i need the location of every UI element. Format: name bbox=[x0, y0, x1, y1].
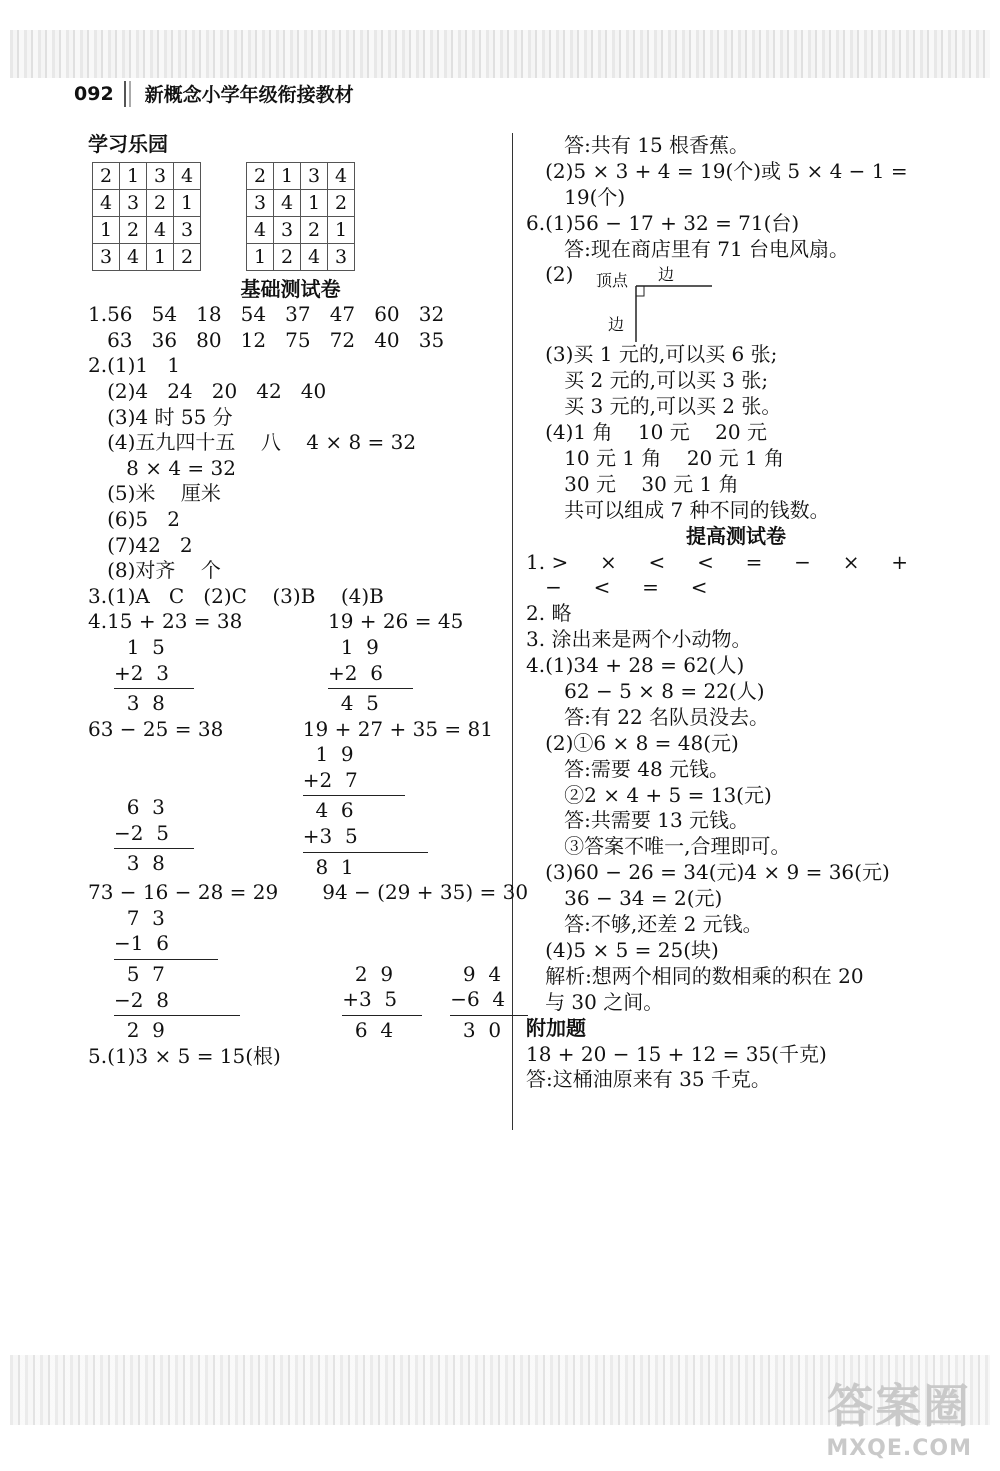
watermark-line-2: MXQE.COM bbox=[826, 1436, 972, 1461]
grid-cell: 4 bbox=[174, 162, 201, 189]
calc-line: +3 5 bbox=[342, 987, 398, 1012]
answer-line: 10 元 1 角 20 元 1 角 bbox=[526, 446, 785, 471]
grid-cell: 2 bbox=[120, 216, 147, 243]
angle-lines bbox=[526, 262, 726, 342]
vertical-calc bbox=[303, 742, 493, 880]
grid-cell: 3 bbox=[174, 216, 201, 243]
answer-line: 6.(1)56 − 17 + 32 = 71(台) bbox=[526, 210, 800, 235]
answer-line: 62 − 5 × 8 = 22(人) bbox=[526, 679, 765, 704]
grid-cell: 2 bbox=[328, 189, 355, 216]
vertical-calc bbox=[450, 962, 528, 1044]
section-title-xuexi: 学习乐园 bbox=[88, 132, 168, 156]
answer-line: 1.56 54 18 54 37 47 60 32 bbox=[88, 302, 445, 327]
answer-line: (5)米 厘米 bbox=[88, 481, 221, 506]
right-angle-mark bbox=[636, 286, 644, 296]
answer-line: 解析:想两个相同的数相乘的积在 20 bbox=[526, 963, 864, 988]
left-column bbox=[88, 132, 529, 1069]
grid-cell: 1 bbox=[93, 216, 120, 243]
answer-line: (3)买 1 元的,可以买 6 张; bbox=[526, 342, 778, 367]
answer-line: 买 3 元的,可以买 2 张。 bbox=[526, 394, 782, 419]
equation: 19 + 26 = 45 bbox=[328, 609, 464, 634]
grid-cell: 4 bbox=[247, 216, 274, 243]
grid-cell: 4 bbox=[120, 243, 147, 270]
calc-line: 2 9 bbox=[342, 961, 394, 986]
calc-row bbox=[88, 880, 529, 1044]
answer-line: (4)五九四十五 八 4 × 8 = 32 bbox=[88, 430, 417, 455]
calc-block bbox=[88, 717, 259, 881]
grid-cell: 4 bbox=[274, 189, 301, 216]
answer-line: (3)4 时 55 分 bbox=[88, 404, 233, 429]
sudoku-grid-1 bbox=[92, 162, 201, 271]
calc-row bbox=[88, 609, 493, 716]
answer-line: 63 36 80 12 75 72 40 35 bbox=[88, 327, 445, 352]
grid-cell: 4 bbox=[328, 162, 355, 189]
calc-block bbox=[88, 880, 278, 1044]
answer-line: 2.(1)1 1 bbox=[88, 353, 180, 378]
calc-rule bbox=[114, 688, 194, 689]
grid-cell: 1 bbox=[301, 189, 328, 216]
calc-block bbox=[322, 880, 528, 1044]
calc-line: 6 3 bbox=[114, 795, 165, 820]
answer-line: 3. 涂出来是两个小动物。 bbox=[526, 627, 752, 652]
equation: 73 − 16 − 28 = 29 bbox=[88, 880, 279, 905]
calc-line: 3 8 bbox=[114, 691, 165, 716]
calc-line: 9 4 bbox=[450, 961, 502, 986]
calc-rule bbox=[342, 1015, 422, 1016]
calc-rule bbox=[114, 959, 218, 960]
answer-line: 3.(1)A C (2)C (3)B (4)B bbox=[88, 583, 384, 608]
header-separator bbox=[124, 81, 131, 107]
grid-cell: 2 bbox=[247, 162, 274, 189]
grid-cell: 3 bbox=[247, 189, 274, 216]
angle-diagram bbox=[526, 262, 946, 342]
answer-line: 1. > × < < = − × + bbox=[526, 549, 909, 574]
vertical-calc bbox=[114, 795, 259, 877]
calc-rule bbox=[450, 1015, 528, 1016]
calc-line: −2 5 bbox=[114, 820, 169, 845]
calc-block bbox=[328, 609, 463, 716]
grid-cell: 1 bbox=[274, 162, 301, 189]
calc-pair bbox=[322, 962, 528, 1044]
section-title-jichu: 基础测试卷 bbox=[240, 276, 341, 301]
grid-cell: 2 bbox=[174, 243, 201, 270]
grid-cell: 3 bbox=[328, 243, 355, 270]
answer-line: (4)1 角 10 元 20 元 bbox=[526, 420, 767, 445]
answer-line: 36 − 34 = 2(元) bbox=[526, 886, 723, 911]
answer-line: (6)5 2 bbox=[88, 506, 180, 531]
vertical-calc bbox=[328, 635, 463, 717]
angle-edge-label-left: 边 bbox=[608, 315, 625, 335]
calc-rule bbox=[303, 852, 428, 853]
calc-line: 1 5 bbox=[114, 634, 165, 659]
answer-line: 答:需要 48 元钱。 bbox=[526, 756, 730, 781]
page-number: 092 bbox=[74, 82, 114, 105]
grid-cell: 4 bbox=[147, 216, 174, 243]
answer-line: (2)5 × 3 + 4 = 19(个)或 5 × 4 − 1 = bbox=[526, 158, 908, 183]
grid-cell: 2 bbox=[301, 216, 328, 243]
calc-rule bbox=[114, 1015, 240, 1016]
grid-cell: 1 bbox=[247, 243, 274, 270]
grid-cell: 2 bbox=[274, 243, 301, 270]
answer-line: 答:这桶油原来有 35 千克。 bbox=[526, 1067, 771, 1092]
grid-cell: 4 bbox=[93, 189, 120, 216]
vertical-calc bbox=[114, 906, 278, 1044]
grid-cell: 1 bbox=[120, 162, 147, 189]
answer-line: 19(个) bbox=[526, 184, 626, 209]
calc-block bbox=[88, 609, 284, 716]
answer-line: 30 元 30 元 1 角 bbox=[526, 471, 739, 496]
calc-line: 1 9 bbox=[302, 742, 354, 767]
calc-line: −2 8 bbox=[114, 987, 169, 1012]
calc-line: −6 4 bbox=[450, 987, 506, 1012]
spacer bbox=[322, 906, 528, 962]
answer-line: 5.(1)3 × 5 = 15(根) bbox=[88, 1043, 281, 1068]
answer-line: (7)42 2 bbox=[88, 532, 193, 557]
answer-line: (8)对齐 个 bbox=[88, 558, 221, 583]
watermark-line-1: 答案圈 bbox=[827, 1379, 972, 1433]
calc-line: 6 4 bbox=[342, 1018, 394, 1043]
answer-line: 答:共有 15 根香蕉。 bbox=[526, 133, 750, 157]
calc-line: 4 6 bbox=[302, 798, 354, 823]
calc-block bbox=[303, 717, 493, 881]
sudoku-grid-2 bbox=[246, 162, 355, 271]
answer-line: 答:现在商店里有 71 台电风扇。 bbox=[526, 236, 850, 261]
calc-line: 1 9 bbox=[328, 634, 379, 659]
answer-line: (4)5 × 5 = 25(块) bbox=[526, 937, 719, 962]
calc-line: 4 5 bbox=[328, 691, 379, 716]
calc-line: 7 3 bbox=[114, 905, 165, 930]
grid-cell: 3 bbox=[147, 162, 174, 189]
answer-line: 18 + 20 − 15 + 12 = 35(千克) bbox=[526, 1041, 827, 1066]
book-title: 新概念小学年级衔接教材 bbox=[144, 84, 354, 106]
answer-line: ②2 × 4 + 5 = 13(元) bbox=[526, 782, 772, 807]
calc-line: +2 7 bbox=[302, 767, 358, 792]
site-watermark bbox=[826, 1370, 972, 1461]
calc-rule bbox=[303, 795, 405, 796]
section-title-fujia: 附加题 bbox=[526, 1015, 586, 1040]
grid-cell: 3 bbox=[93, 243, 120, 270]
calc-line: +2 3 bbox=[114, 660, 169, 685]
grid-cell: 3 bbox=[120, 189, 147, 216]
calc-row bbox=[88, 717, 493, 881]
calc-line: −1 6 bbox=[114, 931, 169, 956]
vertical-calc bbox=[114, 635, 284, 717]
grid-cell: 1 bbox=[328, 216, 355, 243]
grid-cell: 2 bbox=[147, 189, 174, 216]
answer-line: 答:不够,还差 2 元钱。 bbox=[526, 912, 763, 937]
answer-line: (2)①6 × 8 = 48(元) bbox=[526, 730, 739, 755]
answer-line: 买 2 元的,可以买 3 张; bbox=[526, 368, 769, 393]
grid-cell: 2 bbox=[93, 162, 120, 189]
calc-rule bbox=[328, 688, 413, 689]
angle-edge-label-top: 边 bbox=[658, 265, 675, 285]
answer-line: (2) bbox=[526, 262, 574, 287]
answer-line: ③答案不唯一,合理即可。 bbox=[526, 834, 791, 859]
equation: 94 − (29 + 35) = 30 bbox=[322, 880, 529, 905]
answer-line: 8 × 4 = 32 bbox=[88, 455, 236, 480]
answer-line: − < = < bbox=[526, 575, 708, 600]
grid-cell: 3 bbox=[301, 162, 328, 189]
right-column bbox=[526, 133, 946, 1093]
calc-line: 8 1 bbox=[302, 854, 354, 879]
answer-line: (3)60 − 26 = 34(元)4 × 9 = 36(元) bbox=[526, 860, 890, 885]
calc-line: +3 5 bbox=[302, 824, 358, 849]
answer-line: 4.(1)34 + 28 = 62(人) bbox=[526, 653, 745, 678]
calc-line: 3 8 bbox=[114, 851, 165, 876]
answer-line: 答:共需要 13 元钱。 bbox=[526, 808, 750, 833]
equation: 19 + 27 + 35 = 81 bbox=[302, 716, 493, 741]
answer-line: 答:有 22 名队员没去。 bbox=[526, 704, 770, 729]
sudoku-grids bbox=[92, 162, 493, 271]
answer-line: (2)4 24 20 42 40 bbox=[88, 378, 327, 403]
vertical-calc bbox=[342, 962, 422, 1044]
answer-line: 与 30 之间。 bbox=[526, 989, 664, 1014]
answer-line: 共可以组成 7 种不同的钱数。 bbox=[526, 497, 830, 522]
top-decor-band bbox=[10, 30, 990, 78]
angle-vertex-label: 顶点 bbox=[596, 271, 629, 291]
page-header bbox=[74, 80, 354, 107]
equation: 63 − 25 = 38 bbox=[88, 716, 224, 741]
section-title-tigao: 提高测试卷 bbox=[686, 523, 786, 548]
answer-line: 2. 略 bbox=[526, 601, 572, 626]
grid-cell: 1 bbox=[147, 243, 174, 270]
spacer bbox=[88, 742, 259, 795]
grid-cell: 3 bbox=[274, 216, 301, 243]
equation: 4.15 + 23 = 38 bbox=[88, 609, 243, 634]
grid-cell: 1 bbox=[174, 189, 201, 216]
calc-line: 5 7 bbox=[114, 962, 165, 987]
grid-cell: 4 bbox=[301, 243, 328, 270]
calc-line: 3 0 bbox=[450, 1018, 502, 1043]
calc-line: +2 6 bbox=[328, 660, 383, 685]
calc-line: 2 9 bbox=[114, 1018, 165, 1043]
calc-rule bbox=[114, 848, 194, 849]
